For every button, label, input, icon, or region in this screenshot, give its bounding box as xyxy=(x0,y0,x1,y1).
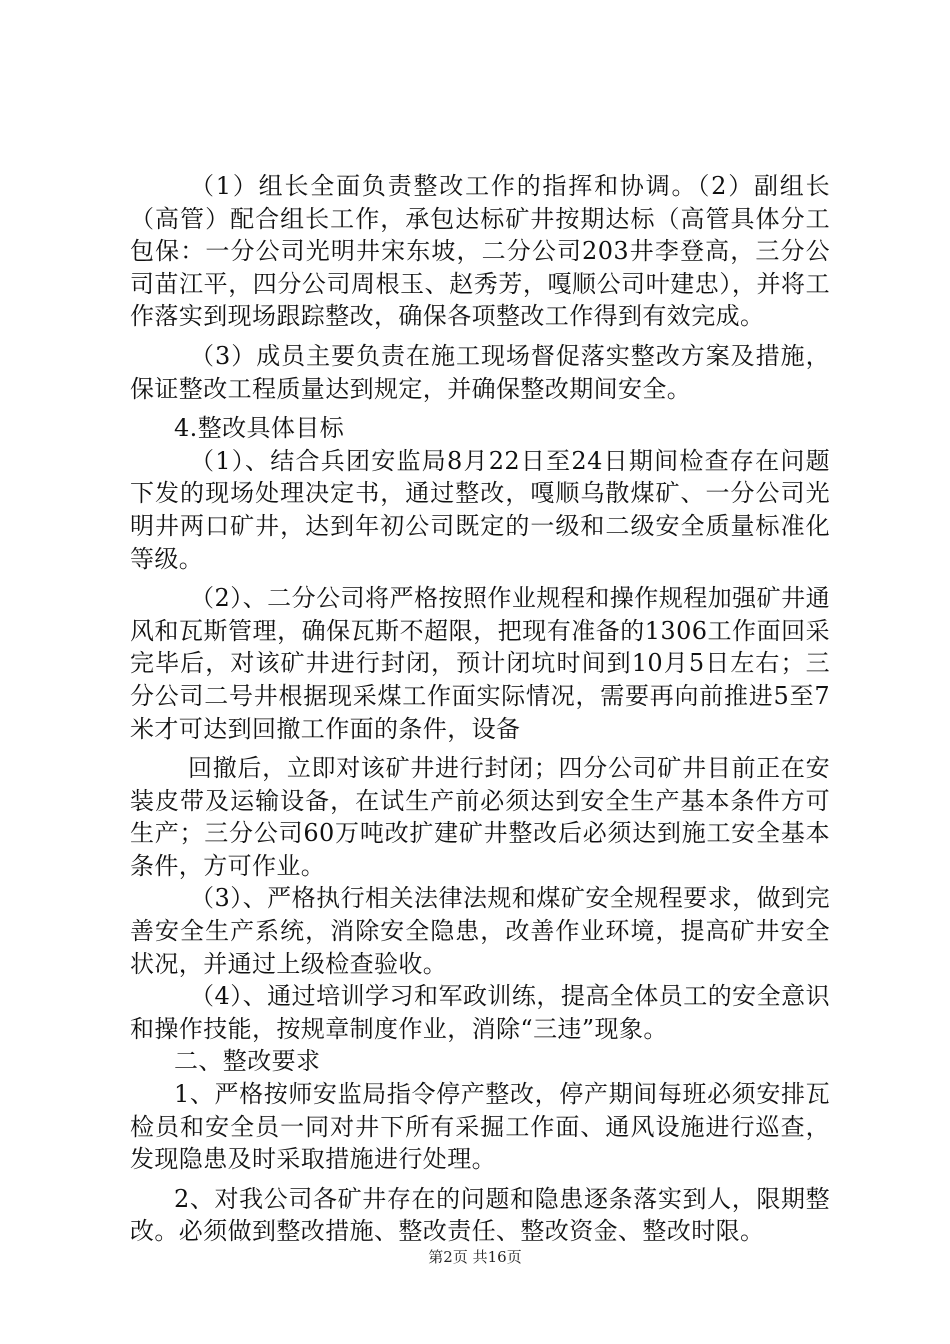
paragraph-goal-3: （3）、严格执行相关法律法规和煤矿安全规程要求，做到完善安全生产系统，消除安全隐患，改善作业环境，提高矿井安全状况，并通过上级检查验收。 xyxy=(130,884,830,978)
document-body xyxy=(130,170,830,1248)
heading-specific-goals: 4.整改具体目标 xyxy=(174,414,345,443)
page-number: 第2页 共16页 xyxy=(428,1248,522,1266)
paragraph-goal-4: （4）、通过培训学习和军政训练，提高全体员工的安全意识和操作技能，按规章制度作业，消除“三违”现象。 xyxy=(130,982,830,1043)
paragraph-goal-2-continued: 回撤后，立即对该矿井进行封闭；四分公司矿井目前正在安装皮带及运输设备，在试生产前必须达到安全生产基本条件方可生产；三分公司60万吨改扩建矿井整改后必须达到施工安全基本条件，方可作业。 xyxy=(130,754,830,880)
paragraph-goal-1: （1）、结合兵团安监局8月22日至24日期间检查存在问题下发的现场处理决定书，通过整改，嘎顺乌散煤矿、一分公司光明井两口矿井，达到年初公司既定的一级和二级安全质量标准化等级。 xyxy=(130,446,830,573)
paragraph-leader-duties: （1）组长全面负责整改工作的指挥和协调。（2）副组长（高管）配合组长工作，承包达标矿井按期达标（高管具体分工包保：一分公司光明井宋东坡，二分公司203井李登高，三分公司苗江平，四分公司周根玉、赵秀芳，嘎顺公司叶建忠），并将工作落实到现场跟踪整改，确保各项整改工作得到有效完成。 xyxy=(130,172,830,331)
paragraph-member-duties: （3）成员主要负责在施工现场督促落实整改方案及措施，保证整改工程质量达到规定，并确保整改期间安全。 xyxy=(130,341,830,403)
paragraph-goal-2: （2）、二分公司将严格按照作业规程和操作规程加强矿井通风和瓦斯管理，确保瓦斯不超限，把现有准备的1306工作面回采完毕后，对该矿井进行封闭，预计闭坑时间到10月5日左右；三分公司二号井根据现采煤工作面实际情况，需要再向前推进5至7米才可达到回撤工作面的条件，设备 xyxy=(130,584,830,743)
heading-requirements: 二、整改要求 xyxy=(174,1047,321,1076)
paragraph-requirement-2: 2、对我公司各矿井存在的问题和隐患逐条落实到人，限期整改。必须做到整改措施、整改责任、整改资金、整改时限。 xyxy=(130,1184,830,1246)
paragraph-requirement-1: 1、严格按师安监局指令停产整改，停产期间每班必须安排瓦检员和安全员一同对井下所有采掘工作面、通风设施进行巡查，发现隐患及时采取措施进行处理。 xyxy=(130,1080,830,1174)
